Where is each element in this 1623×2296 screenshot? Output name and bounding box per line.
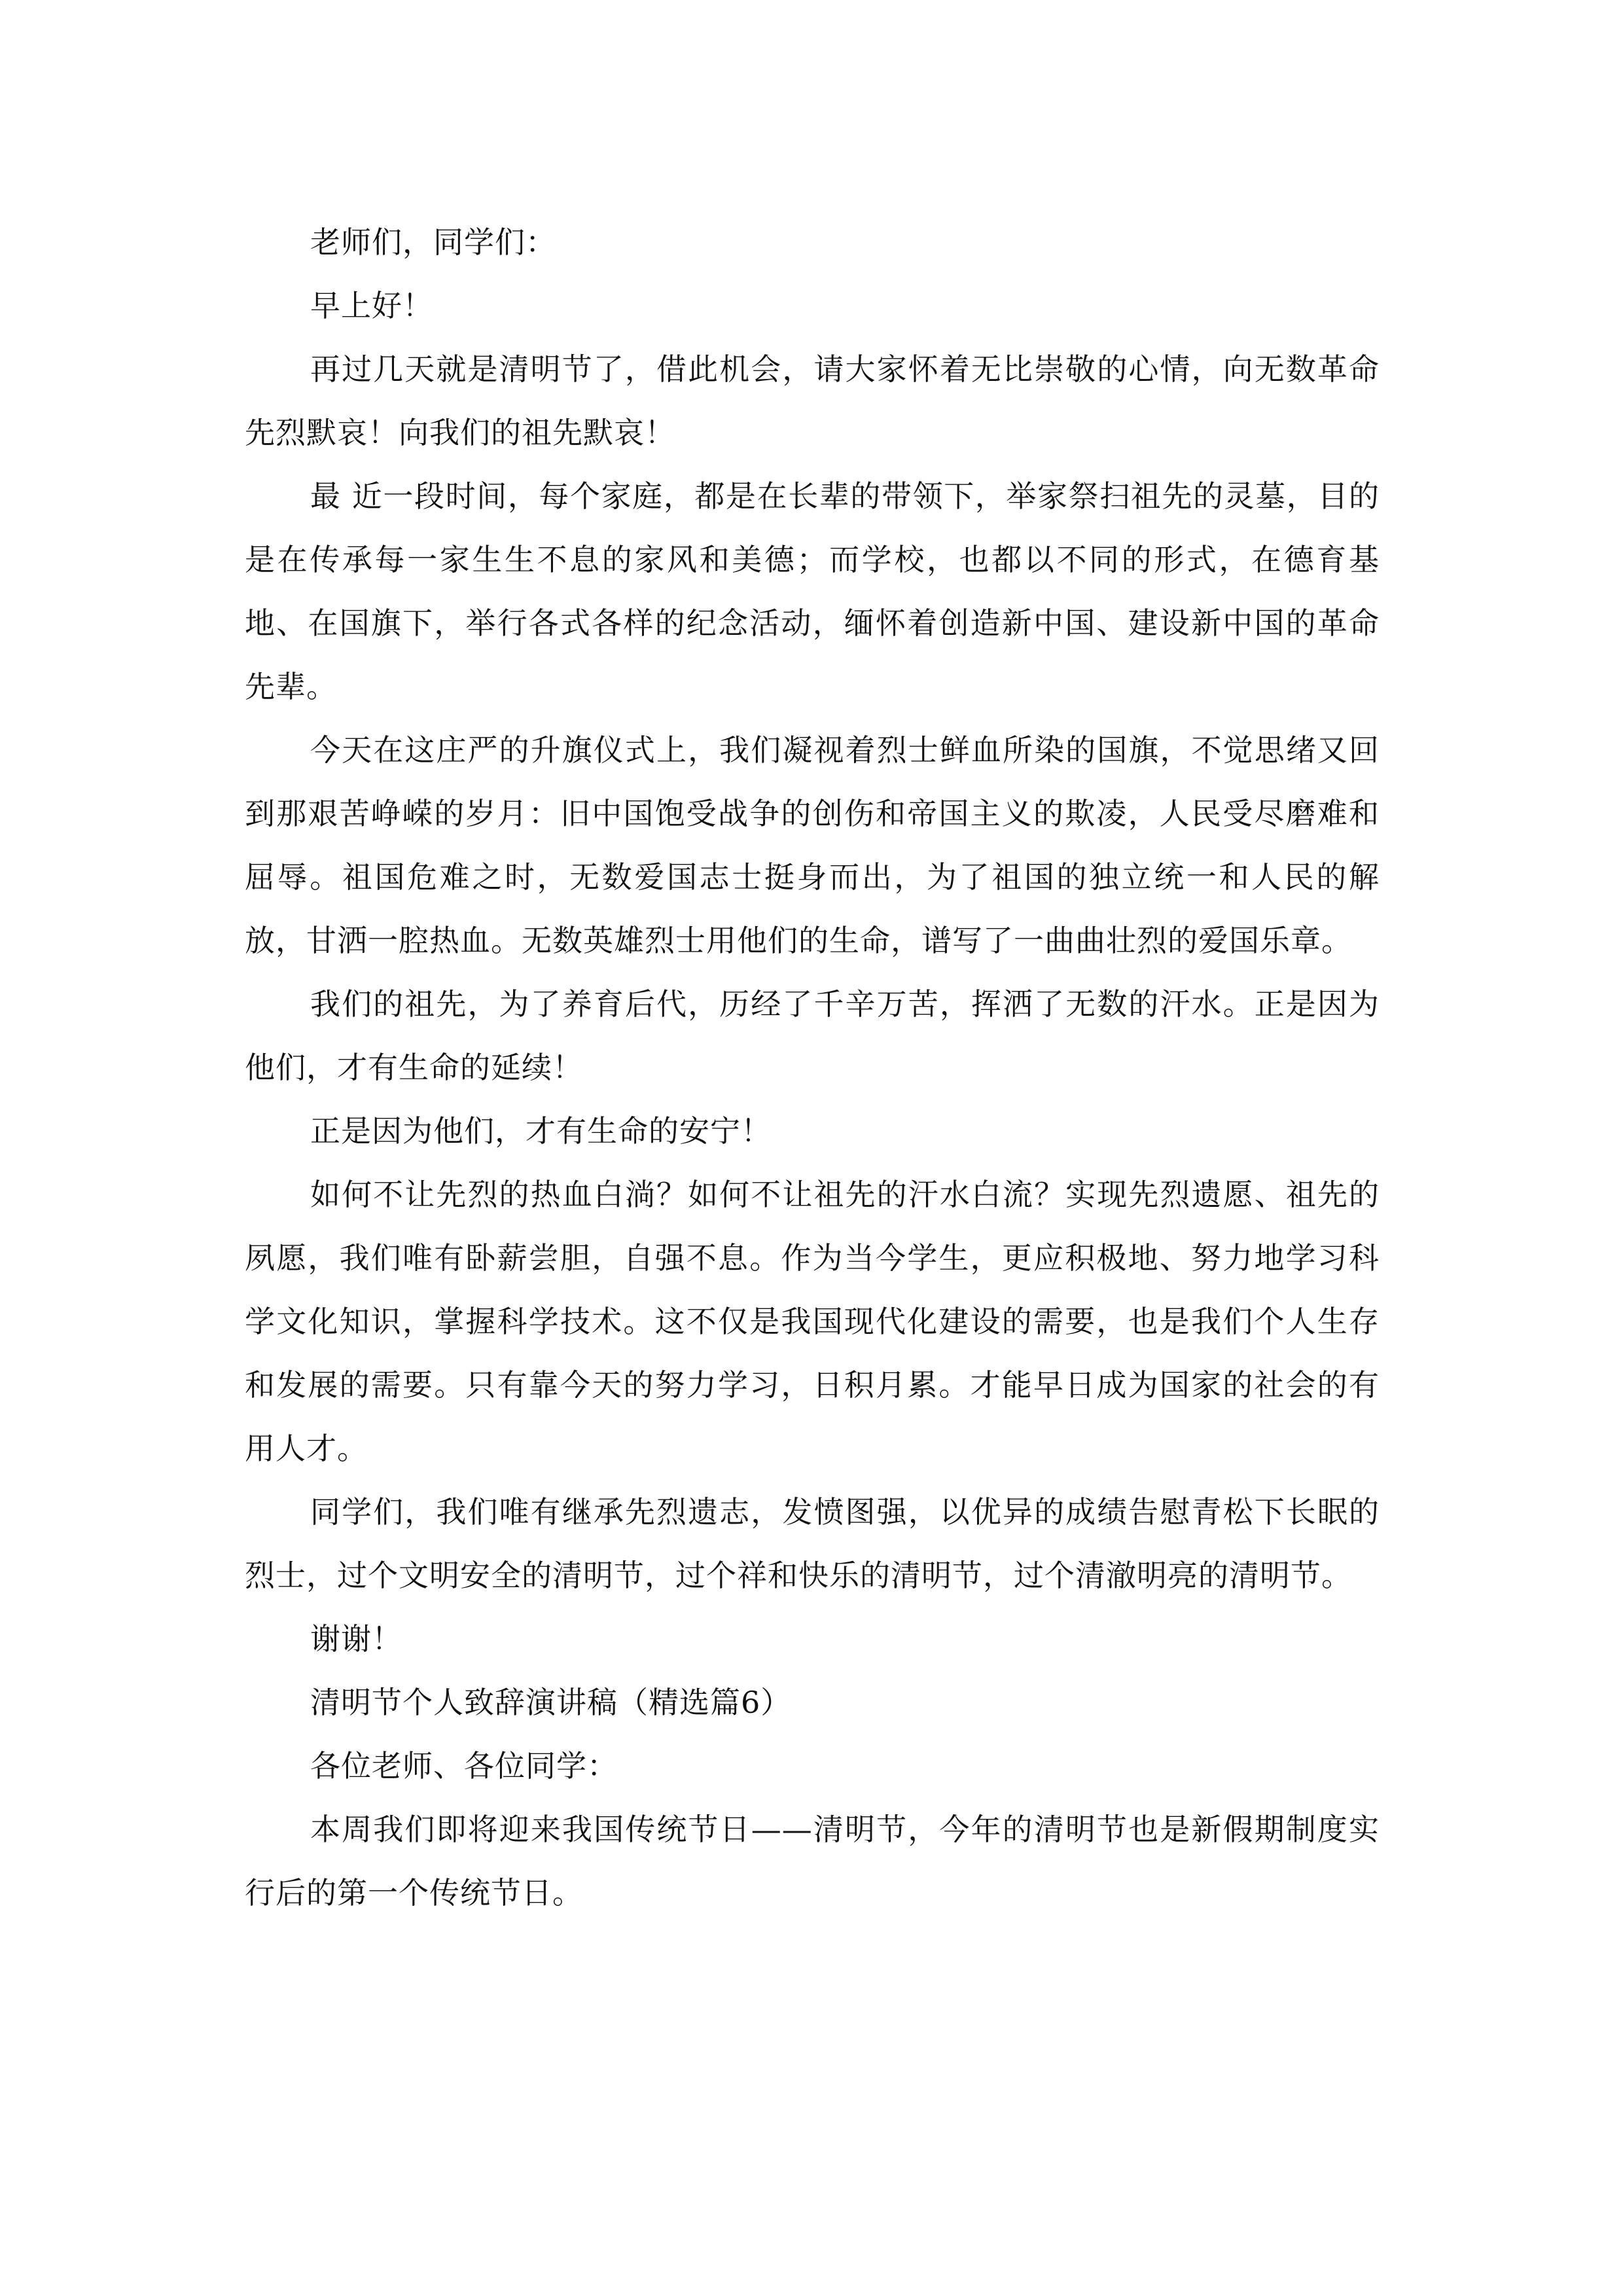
body-paragraph: 今天在这庄严的升旗仪式上，我们凝视着烈士鲜血所染的国旗，不觉思绪又回到那艰苦峥嵘的岁月：旧中国饱受战争的创伤和帝国主义的欺凌，人民受尽磨难和屈辱。祖国危难之时，无数爱国志士挺身而出，为了祖国的独立统一和人民的解放，甘洒一腔热血。无数英雄烈士用他们的生命，谱写了一曲曲壮烈的爱国乐章。: [245, 732, 1380, 958]
body-paragraph: 我们的祖先，为了养育后代，历经了千辛万苦，挥洒了无数的汗水。正是因为他们，才有生命的延续！: [245, 986, 1380, 1085]
document-body: [245, 211, 1380, 1925]
body-paragraph: 最 近一段时间，每个家庭，都是在长辈的带领下，举家祭扫祖先的灵墓，目的是在传承每一家生生不息的家风和美德；而学校，也都以不同的形式，在德育基地、在国旗下，举行各式各样的纪念活动，缅怀着创造新中国、建设新中国的革命先辈。: [245, 478, 1380, 704]
body-paragraph: 如何不让先烈的热血白淌？如何不让祖先的汗水白流？实现先烈遗愿、祖先的夙愿，我们唯有卧薪尝胆，自强不息。作为当今学生，更应积极地、努力地学习科学文化知识，掌握科学技术。这不仅是我国现代化建设的需要，也是我们个人生存和发展的需要。只有靠今天的努力学习，日积月累。才能早日成为国家的社会的有用人才。: [245, 1177, 1380, 1466]
body-paragraph: 正是因为他们，才有生命的安宁！: [310, 1113, 772, 1149]
good-morning-paragraph: 早上好！: [310, 288, 433, 323]
body-paragraph: 本周我们即将迎来我国传统节日——清明节，今年的清明节也是新假期制度实行后的第一个传统节日。: [245, 1812, 1380, 1910]
body-paragraph: 同学们，我们唯有继承先烈遗志，发愤图强，以优异的成绩告慰青松下长眠的烈士，过个文明安全的清明节，过个祥和快乐的清明节，过个清澈明亮的清明节。: [245, 1494, 1380, 1593]
greeting-paragraph: 各位老师、各位同学：: [310, 1748, 618, 1784]
section-heading: 清明节个人致辞演讲稿（精选篇6）: [310, 1685, 792, 1720]
greeting-paragraph: 老师们，同学们：: [310, 224, 556, 260]
thanks-paragraph: 谢谢！: [310, 1621, 402, 1657]
body-paragraph: 再过几天就是清明节了，借此机会，请大家怀着无比崇敬的心情，向无数革命先烈默哀！向我们的祖先默哀！: [245, 351, 1380, 450]
